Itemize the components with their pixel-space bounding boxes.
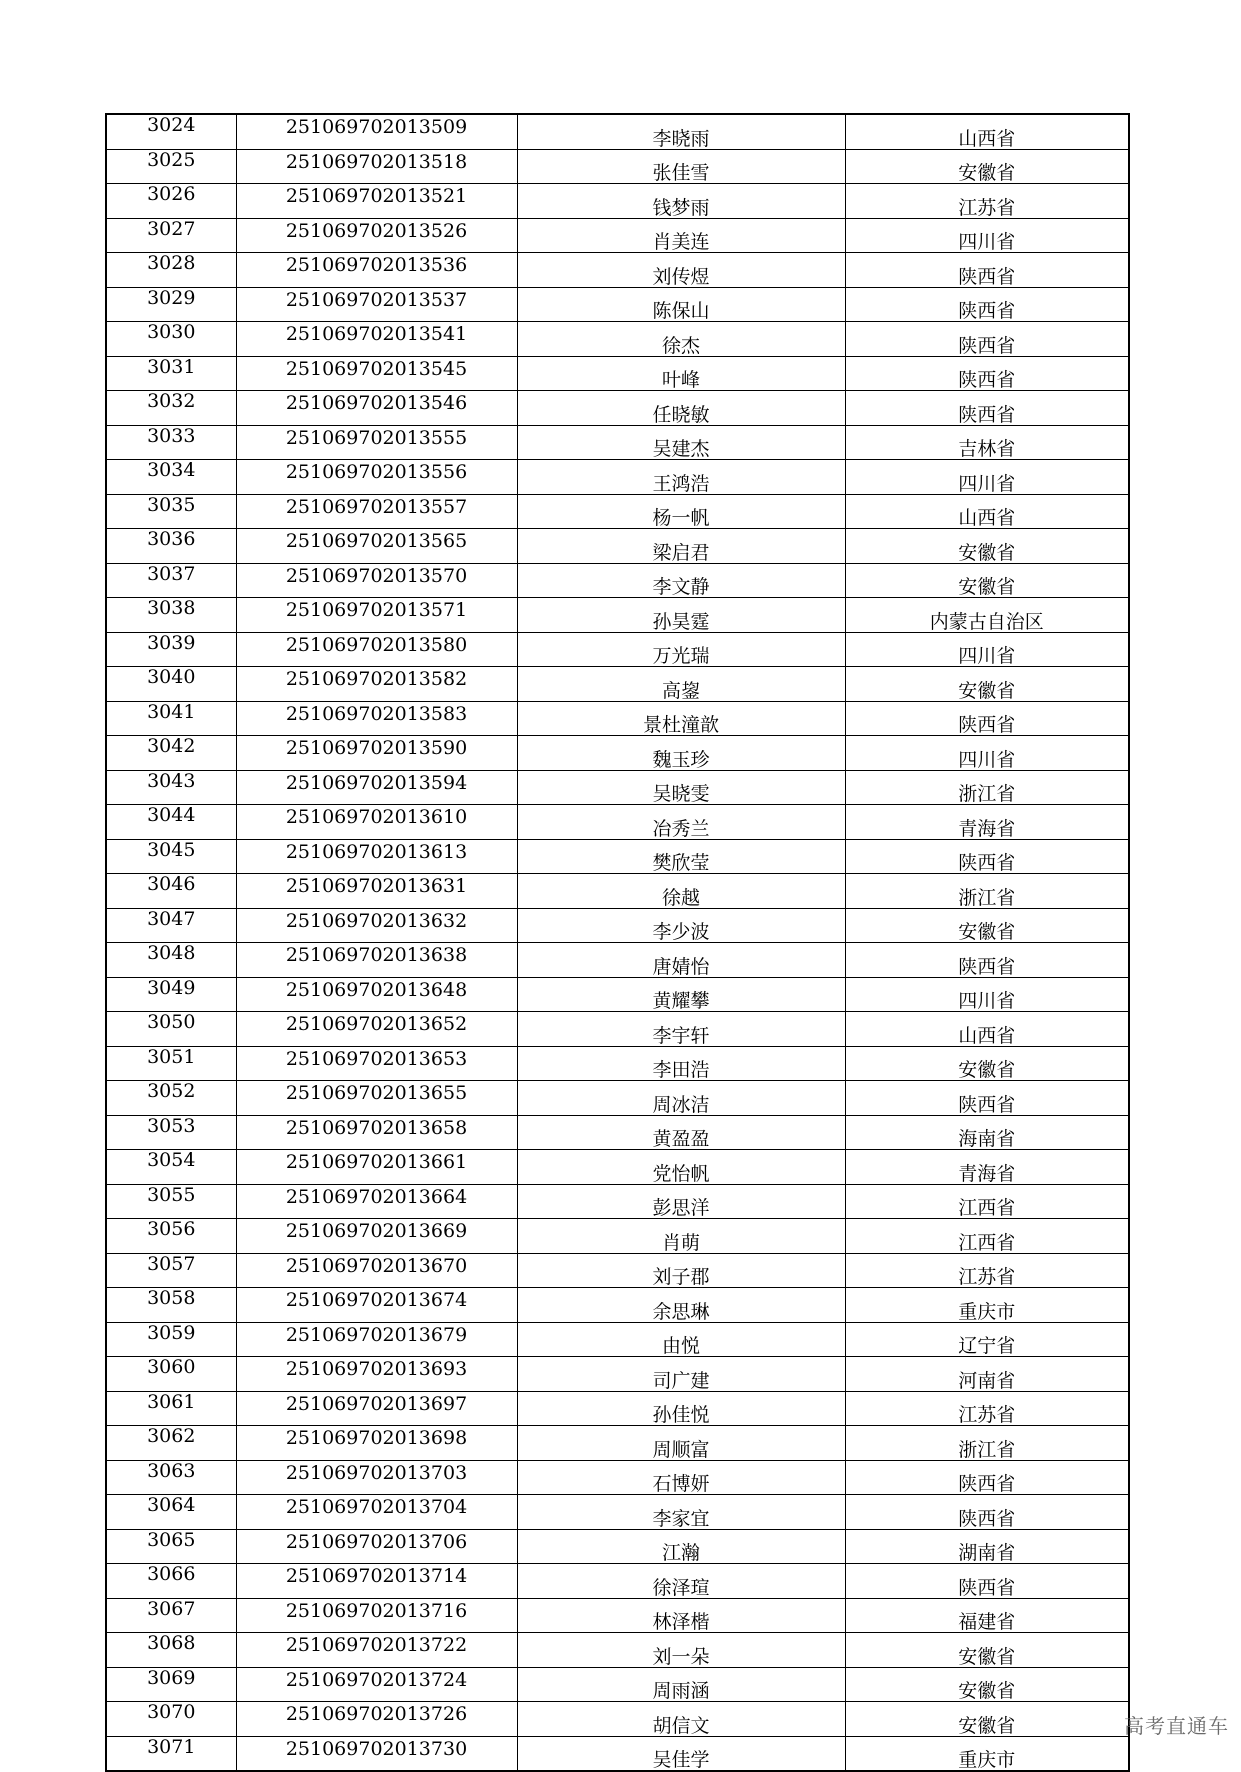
candidate-id-cell: 251069702013557 xyxy=(236,494,517,529)
serial-number-cell: 3067 xyxy=(106,1598,236,1633)
serial-number-cell: 3029 xyxy=(106,287,236,322)
candidate-name-cell: 石博妍 xyxy=(517,1460,845,1495)
candidate-id-cell: 251069702013652 xyxy=(236,1012,517,1047)
serial-number-cell: 3032 xyxy=(106,391,236,426)
province-cell: 安徽省 xyxy=(845,1702,1129,1737)
candidate-name-cell: 徐越 xyxy=(517,874,845,909)
table-row xyxy=(106,1081,1129,1116)
candidate-name-cell: 陈保山 xyxy=(517,287,845,322)
candidate-name-cell: 彭思洋 xyxy=(517,1184,845,1219)
serial-number-cell: 3039 xyxy=(106,632,236,667)
serial-number-cell: 3025 xyxy=(106,149,236,184)
table-row xyxy=(106,1391,1129,1426)
candidate-name-cell: 樊欣莹 xyxy=(517,839,845,874)
table-row xyxy=(106,1322,1129,1357)
candidate-id-cell: 251069702013661 xyxy=(236,1150,517,1185)
table-row xyxy=(106,1460,1129,1495)
serial-number-cell: 3043 xyxy=(106,770,236,805)
province-cell: 江苏省 xyxy=(845,1253,1129,1288)
province-cell: 安徽省 xyxy=(845,1633,1129,1668)
province-cell: 安徽省 xyxy=(845,149,1129,184)
candidate-id-cell: 251069702013545 xyxy=(236,356,517,391)
candidate-id-cell: 251069702013693 xyxy=(236,1357,517,1392)
serial-number-cell: 3048 xyxy=(106,943,236,978)
province-cell: 安徽省 xyxy=(845,1667,1129,1702)
candidate-id-cell: 251069702013594 xyxy=(236,770,517,805)
province-cell: 四川省 xyxy=(845,977,1129,1012)
table-row xyxy=(106,1288,1129,1323)
table-row xyxy=(106,563,1129,598)
serial-number-cell: 3070 xyxy=(106,1702,236,1737)
serial-number-cell: 3054 xyxy=(106,1150,236,1185)
table-row xyxy=(106,287,1129,322)
province-cell: 安徽省 xyxy=(845,908,1129,943)
table-row xyxy=(106,1633,1129,1668)
province-cell: 内蒙古自治区 xyxy=(845,598,1129,633)
province-cell: 陕西省 xyxy=(845,287,1129,322)
table-row xyxy=(106,805,1129,840)
serial-number-cell: 3055 xyxy=(106,1184,236,1219)
watermark-text: 高考直通车 xyxy=(1124,1714,1229,1738)
province-cell: 陕西省 xyxy=(845,839,1129,874)
candidate-id-cell: 251069702013716 xyxy=(236,1598,517,1633)
candidate-id-cell: 251069702013722 xyxy=(236,1633,517,1668)
serial-number-cell: 3065 xyxy=(106,1529,236,1564)
candidate-name-cell: 肖美连 xyxy=(517,218,845,253)
province-cell: 陕西省 xyxy=(845,1495,1129,1530)
province-cell: 浙江省 xyxy=(845,770,1129,805)
candidate-name-cell: 刘子郡 xyxy=(517,1253,845,1288)
table-row xyxy=(106,391,1129,426)
serial-number-cell: 3071 xyxy=(106,1736,236,1771)
table-row xyxy=(106,1184,1129,1219)
candidate-id-cell: 251069702013669 xyxy=(236,1219,517,1254)
serial-number-cell: 3062 xyxy=(106,1426,236,1461)
table-row xyxy=(106,1219,1129,1254)
province-cell: 陕西省 xyxy=(845,701,1129,736)
province-cell: 重庆市 xyxy=(845,1288,1129,1323)
candidate-id-cell: 251069702013570 xyxy=(236,563,517,598)
table-row xyxy=(106,701,1129,736)
province-cell: 山西省 xyxy=(845,494,1129,529)
candidate-name-cell: 周顺富 xyxy=(517,1426,845,1461)
candidate-id-cell: 251069702013590 xyxy=(236,736,517,771)
candidate-id-cell: 251069702013546 xyxy=(236,391,517,426)
candidate-id-cell: 251069702013526 xyxy=(236,218,517,253)
table-row xyxy=(106,874,1129,909)
serial-number-cell: 3051 xyxy=(106,1046,236,1081)
province-cell: 山西省 xyxy=(845,114,1129,149)
candidate-id-cell: 251069702013714 xyxy=(236,1564,517,1599)
candidate-id-cell: 251069702013726 xyxy=(236,1702,517,1737)
candidate-name-cell: 梁启君 xyxy=(517,529,845,564)
table-row xyxy=(106,1357,1129,1392)
province-cell: 陕西省 xyxy=(845,1460,1129,1495)
candidate-name-cell: 徐泽瑄 xyxy=(517,1564,845,1599)
province-cell: 陕西省 xyxy=(845,1081,1129,1116)
candidate-name-cell: 徐杰 xyxy=(517,322,845,357)
serial-number-cell: 3031 xyxy=(106,356,236,391)
serial-number-cell: 3060 xyxy=(106,1357,236,1392)
province-cell: 江西省 xyxy=(845,1219,1129,1254)
candidate-id-cell: 251069702013613 xyxy=(236,839,517,874)
candidate-name-cell: 任晓敏 xyxy=(517,391,845,426)
candidate-name-cell: 孙佳悦 xyxy=(517,1391,845,1426)
table-row xyxy=(106,425,1129,460)
province-cell: 海南省 xyxy=(845,1115,1129,1150)
candidate-id-cell: 251069702013674 xyxy=(236,1288,517,1323)
candidate-id-cell: 251069702013582 xyxy=(236,667,517,702)
serial-number-cell: 3026 xyxy=(106,184,236,219)
candidate-id-cell: 251069702013556 xyxy=(236,460,517,495)
candidate-id-cell: 251069702013536 xyxy=(236,253,517,288)
province-cell: 安徽省 xyxy=(845,529,1129,564)
province-cell: 福建省 xyxy=(845,1598,1129,1633)
candidate-name-cell: 林泽楷 xyxy=(517,1598,845,1633)
province-cell: 陕西省 xyxy=(845,356,1129,391)
candidate-id-cell: 251069702013610 xyxy=(236,805,517,840)
candidate-name-cell: 李文静 xyxy=(517,563,845,598)
province-cell: 辽宁省 xyxy=(845,1322,1129,1357)
province-cell: 陕西省 xyxy=(845,322,1129,357)
serial-number-cell: 3058 xyxy=(106,1288,236,1323)
province-cell: 四川省 xyxy=(845,632,1129,667)
province-cell: 河南省 xyxy=(845,1357,1129,1392)
province-cell: 浙江省 xyxy=(845,1426,1129,1461)
serial-number-cell: 3059 xyxy=(106,1322,236,1357)
candidate-name-cell: 司广建 xyxy=(517,1357,845,1392)
table-row xyxy=(106,1598,1129,1633)
province-cell: 江苏省 xyxy=(845,184,1129,219)
table-row xyxy=(106,977,1129,1012)
serial-number-cell: 3042 xyxy=(106,736,236,771)
candidate-name-cell: 胡信文 xyxy=(517,1702,845,1737)
province-cell: 安徽省 xyxy=(845,667,1129,702)
serial-number-cell: 3030 xyxy=(106,322,236,357)
candidate-name-cell: 景杜潼歆 xyxy=(517,701,845,736)
candidate-name-cell: 李田浩 xyxy=(517,1046,845,1081)
serial-number-cell: 3037 xyxy=(106,563,236,598)
candidate-id-cell: 251069702013655 xyxy=(236,1081,517,1116)
province-cell: 山西省 xyxy=(845,1012,1129,1047)
candidate-name-cell: 党怡帆 xyxy=(517,1150,845,1185)
table-row xyxy=(106,770,1129,805)
table-row xyxy=(106,1253,1129,1288)
candidate-name-cell: 余思琳 xyxy=(517,1288,845,1323)
serial-number-cell: 3068 xyxy=(106,1633,236,1668)
province-cell: 陕西省 xyxy=(845,1564,1129,1599)
serial-number-cell: 3046 xyxy=(106,874,236,909)
serial-number-cell: 3033 xyxy=(106,425,236,460)
province-cell: 陕西省 xyxy=(845,391,1129,426)
candidate-id-cell: 251069702013704 xyxy=(236,1495,517,1530)
candidate-name-cell: 刘传煜 xyxy=(517,253,845,288)
serial-number-cell: 3027 xyxy=(106,218,236,253)
serial-number-cell: 3041 xyxy=(106,701,236,736)
serial-number-cell: 3036 xyxy=(106,529,236,564)
candidate-id-cell: 251069702013706 xyxy=(236,1529,517,1564)
serial-number-cell: 3047 xyxy=(106,908,236,943)
candidate-id-cell: 251069702013698 xyxy=(236,1426,517,1461)
candidate-id-cell: 251069702013632 xyxy=(236,908,517,943)
serial-number-cell: 3049 xyxy=(106,977,236,1012)
province-cell: 四川省 xyxy=(845,736,1129,771)
table-row xyxy=(106,1115,1129,1150)
table-row xyxy=(106,839,1129,874)
serial-number-cell: 3040 xyxy=(106,667,236,702)
table-row xyxy=(106,667,1129,702)
serial-number-cell: 3066 xyxy=(106,1564,236,1599)
province-cell: 吉林省 xyxy=(845,425,1129,460)
province-cell: 陕西省 xyxy=(845,253,1129,288)
table-row xyxy=(106,114,1129,149)
serial-number-cell: 3053 xyxy=(106,1115,236,1150)
candidate-id-cell: 251069702013664 xyxy=(236,1184,517,1219)
province-cell: 青海省 xyxy=(845,1150,1129,1185)
candidate-name-cell: 吴建杰 xyxy=(517,425,845,460)
candidate-name-cell: 唐婧怡 xyxy=(517,943,845,978)
table-row xyxy=(106,736,1129,771)
province-cell: 江苏省 xyxy=(845,1391,1129,1426)
candidate-id-cell: 251069702013730 xyxy=(236,1736,517,1771)
candidate-name-cell: 周雨涵 xyxy=(517,1667,845,1702)
candidate-id-cell: 251069702013697 xyxy=(236,1391,517,1426)
candidate-id-cell: 251069702013537 xyxy=(236,287,517,322)
candidate-name-cell: 李家宜 xyxy=(517,1495,845,1530)
candidate-name-cell: 李少波 xyxy=(517,908,845,943)
candidate-name-cell: 肖萌 xyxy=(517,1219,845,1254)
candidate-id-cell: 251069702013724 xyxy=(236,1667,517,1702)
candidate-name-cell: 黄盈盈 xyxy=(517,1115,845,1150)
candidate-name-cell: 孙昊霆 xyxy=(517,598,845,633)
serial-number-cell: 3028 xyxy=(106,253,236,288)
candidate-name-cell: 黄耀攀 xyxy=(517,977,845,1012)
table-row xyxy=(106,1667,1129,1702)
candidate-id-cell: 251069702013670 xyxy=(236,1253,517,1288)
candidate-name-cell: 吴佳学 xyxy=(517,1736,845,1771)
table-row xyxy=(106,598,1129,633)
candidate-name-cell: 钱梦雨 xyxy=(517,184,845,219)
candidate-id-cell: 251069702013509 xyxy=(236,114,517,149)
table-row xyxy=(106,1150,1129,1185)
table-row xyxy=(106,218,1129,253)
candidate-id-cell: 251069702013703 xyxy=(236,1460,517,1495)
candidate-name-cell: 冶秀兰 xyxy=(517,805,845,840)
candidate-name-cell: 张佳雪 xyxy=(517,149,845,184)
table-row xyxy=(106,1495,1129,1530)
table-row xyxy=(106,322,1129,357)
serial-number-cell: 3050 xyxy=(106,1012,236,1047)
candidate-id-cell: 251069702013679 xyxy=(236,1322,517,1357)
serial-number-cell: 3034 xyxy=(106,460,236,495)
candidate-id-cell: 251069702013521 xyxy=(236,184,517,219)
candidate-id-cell: 251069702013658 xyxy=(236,1115,517,1150)
candidate-id-cell: 251069702013555 xyxy=(236,425,517,460)
table-row xyxy=(106,253,1129,288)
serial-number-cell: 3045 xyxy=(106,839,236,874)
candidate-name-cell: 江瀚 xyxy=(517,1529,845,1564)
serial-number-cell: 3024 xyxy=(106,114,236,149)
table-row xyxy=(106,460,1129,495)
table-row xyxy=(106,184,1129,219)
candidate-name-cell: 刘一朵 xyxy=(517,1633,845,1668)
table-row xyxy=(106,632,1129,667)
table-row xyxy=(106,1046,1129,1081)
province-cell: 青海省 xyxy=(845,805,1129,840)
candidate-name-cell: 周冰洁 xyxy=(517,1081,845,1116)
table-row xyxy=(106,943,1129,978)
candidate-name-cell: 由悦 xyxy=(517,1322,845,1357)
serial-number-cell: 3063 xyxy=(106,1460,236,1495)
province-cell: 安徽省 xyxy=(845,1046,1129,1081)
province-cell: 陕西省 xyxy=(845,943,1129,978)
candidate-id-cell: 251069702013518 xyxy=(236,149,517,184)
table-row xyxy=(106,494,1129,529)
table-row xyxy=(106,1529,1129,1564)
candidate-id-cell: 251069702013571 xyxy=(236,598,517,633)
serial-number-cell: 3061 xyxy=(106,1391,236,1426)
candidate-name-cell: 李宇轩 xyxy=(517,1012,845,1047)
table-row xyxy=(106,1426,1129,1461)
candidate-id-cell: 251069702013653 xyxy=(236,1046,517,1081)
candidate-name-cell: 王鸿浩 xyxy=(517,460,845,495)
candidate-id-cell: 251069702013583 xyxy=(236,701,517,736)
candidate-name-cell: 吴晓雯 xyxy=(517,770,845,805)
province-cell: 四川省 xyxy=(845,218,1129,253)
candidate-name-cell: 魏玉珍 xyxy=(517,736,845,771)
table-row xyxy=(106,1564,1129,1599)
serial-number-cell: 3057 xyxy=(106,1253,236,1288)
serial-number-cell: 3056 xyxy=(106,1219,236,1254)
candidate-name-cell: 李晓雨 xyxy=(517,114,845,149)
table-row xyxy=(106,356,1129,391)
province-cell: 安徽省 xyxy=(845,563,1129,598)
province-cell: 重庆市 xyxy=(845,1736,1129,1771)
table-body xyxy=(106,114,1129,1771)
candidate-id-cell: 251069702013648 xyxy=(236,977,517,1012)
candidate-name-cell: 高鋆 xyxy=(517,667,845,702)
table-row xyxy=(106,149,1129,184)
table-row xyxy=(106,529,1129,564)
serial-number-cell: 3052 xyxy=(106,1081,236,1116)
province-cell: 四川省 xyxy=(845,460,1129,495)
province-cell: 江西省 xyxy=(845,1184,1129,1219)
candidate-id-cell: 251069702013565 xyxy=(236,529,517,564)
candidate-id-cell: 251069702013631 xyxy=(236,874,517,909)
serial-number-cell: 3064 xyxy=(106,1495,236,1530)
table-row xyxy=(106,1702,1129,1737)
candidate-id-cell: 251069702013541 xyxy=(236,322,517,357)
table-row xyxy=(106,1012,1129,1047)
serial-number-cell: 3044 xyxy=(106,805,236,840)
table-row xyxy=(106,1736,1129,1771)
province-cell: 浙江省 xyxy=(845,874,1129,909)
serial-number-cell: 3035 xyxy=(106,494,236,529)
candidate-id-cell: 251069702013580 xyxy=(236,632,517,667)
serial-number-cell: 3069 xyxy=(106,1667,236,1702)
candidate-name-cell: 叶峰 xyxy=(517,356,845,391)
province-cell: 湖南省 xyxy=(845,1529,1129,1564)
candidate-name-cell: 杨一帆 xyxy=(517,494,845,529)
admission-list-table xyxy=(105,113,1130,1772)
serial-number-cell: 3038 xyxy=(106,598,236,633)
candidate-name-cell: 万光瑞 xyxy=(517,632,845,667)
candidate-id-cell: 251069702013638 xyxy=(236,943,517,978)
table-row xyxy=(106,908,1129,943)
